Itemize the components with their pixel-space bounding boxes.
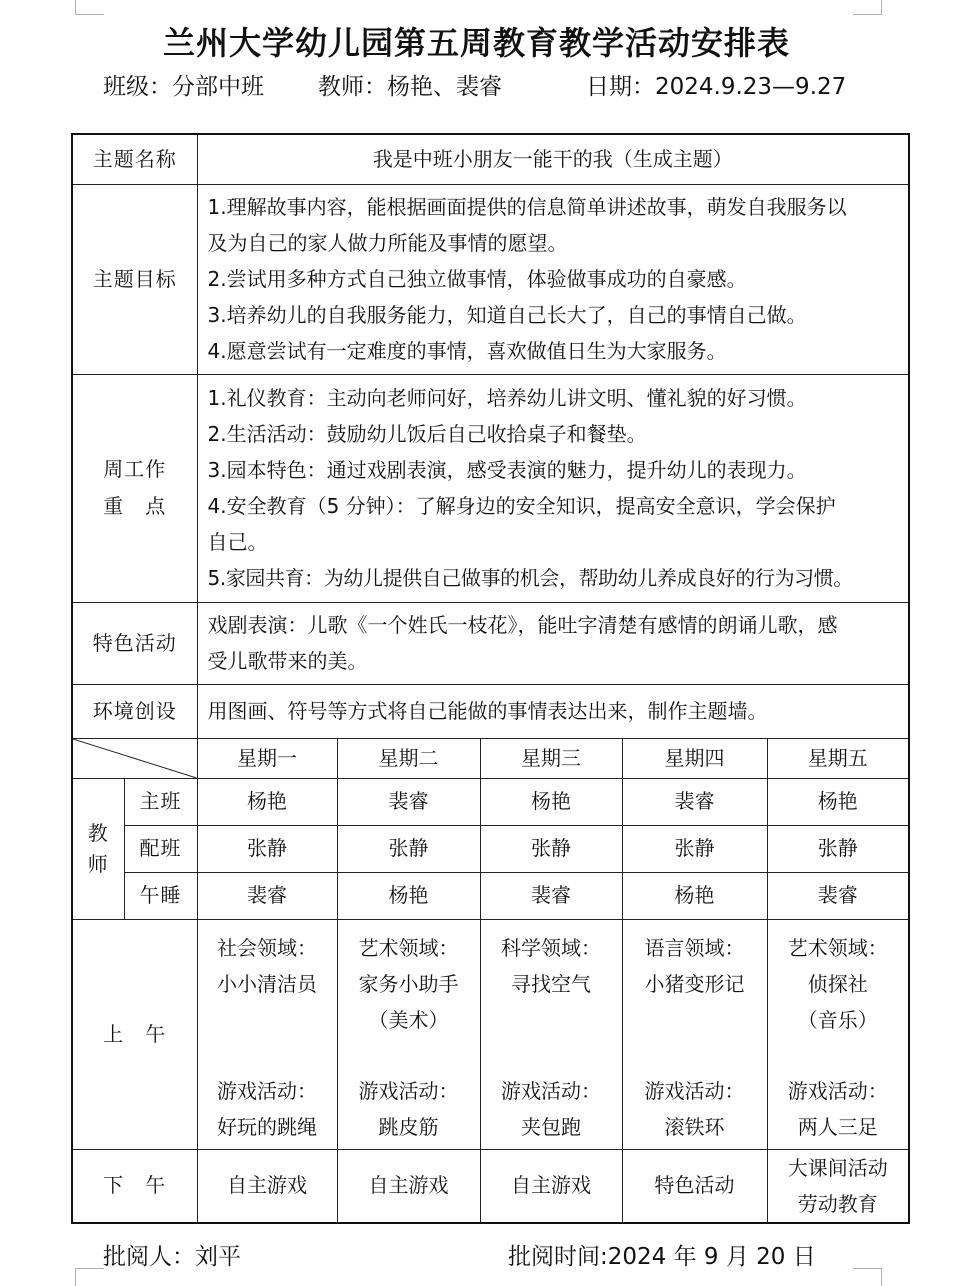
afternoon-cell: [767, 1149, 909, 1223]
activity-name: 侦探社: [807, 971, 868, 996]
goal-line: 4.愿意尝试有一定难度的事情，喜欢做值日生为大家服务。: [207, 338, 727, 363]
teacher-cell: 杨艳: [480, 778, 622, 825]
feature-label: 特色活动: [72, 602, 197, 684]
environment-content: 用图画、符号等方式将自己能做的事情表达出来，制作主题墙。: [197, 684, 909, 738]
game-name: 好玩的跳绳: [217, 1114, 317, 1139]
feature-row: [72, 602, 909, 684]
environment-row: [72, 684, 909, 738]
domain-label: 艺术领域：: [358, 935, 459, 960]
goal-line: 及为自己的家人做力所能及事情的愿望。: [207, 230, 568, 255]
theme-goals-content: [197, 184, 909, 374]
teacher-cell: 裴睿: [767, 872, 909, 919]
schedule-table: [71, 133, 910, 1224]
teacher-label: 教师：杨艳、裴睿: [318, 74, 502, 100]
day-header: 星期三: [480, 738, 622, 778]
morning-label: 上 午: [72, 919, 197, 1149]
focus-line: 2.生活活动：鼓励幼儿饭后自己收拾桌子和餐垫。: [207, 421, 647, 446]
teacher-row-main: [72, 778, 909, 825]
activity-subtype: （美术）: [368, 1007, 449, 1032]
focus-line: 5.家园共育：为幼儿提供自己做事的机会，帮助幼儿养成良好的行为习惯。: [207, 565, 853, 590]
teacher-role-label: 主班: [124, 778, 197, 825]
teacher-cell: 裴睿: [480, 872, 622, 919]
activity-name: 小猪变形记: [644, 971, 745, 996]
teacher-group-char: 教: [87, 820, 109, 845]
day-header: 星期二: [337, 738, 480, 778]
theme-name-label: 主题名称: [72, 134, 197, 184]
theme-name-value: 我是中班小朋友一能干的我（生成主题）: [197, 134, 909, 184]
focus-line: 1.礼仪教育：主动向老师问好，培养幼儿讲文明、懂礼貌的好习惯。: [207, 385, 807, 410]
teacher-role-label: 配班: [124, 825, 197, 872]
theme-name-row: [72, 134, 909, 184]
game-name: 滚铁环: [664, 1114, 725, 1139]
afternoon-activity: 劳动教育: [797, 1191, 878, 1216]
day-header: 星期一: [197, 738, 337, 778]
game-label: 游戏活动：: [358, 1078, 459, 1103]
theme-goals-row: [72, 184, 909, 374]
afternoon-row: [72, 1149, 909, 1223]
afternoon-cell: 特色活动: [622, 1149, 767, 1223]
teacher-cell: 杨艳: [197, 778, 337, 825]
goal-line: 3.培养幼儿的自我服务能力，知道自己长大了，自己的事情自己做。: [207, 302, 807, 327]
teacher-cell: 裴睿: [622, 778, 767, 825]
teacher-row-assist: [72, 825, 909, 872]
domain-label: 科学领域：: [501, 935, 601, 960]
teacher-cell: 裴睿: [197, 872, 337, 919]
teacher-cell: 杨艳: [767, 778, 909, 825]
morning-cell: [622, 919, 767, 1149]
feature-line: 戏剧表演：儿歌《一个姓氏一枝花》，能吐字清楚有感情的朗诵儿歌，感: [207, 612, 838, 637]
activity-name: 家务小助手: [358, 971, 459, 996]
environment-label: 环境创设: [72, 684, 197, 738]
corner-mark-top-right: [853, 0, 882, 15]
goal-line: 1.理解故事内容，能根据画面提供的信息简单讲述故事，萌发自我服务以: [207, 194, 847, 219]
game-name: 跳皮筋: [378, 1114, 439, 1139]
goal-line: 2.尝试用多种方式自己独立做事情，体验做事成功的自豪感。: [207, 266, 747, 291]
day-header: 星期四: [622, 738, 767, 778]
review-time-label: 批阅时间:2024 年 9 月 20 日: [508, 1244, 816, 1270]
corner-mark-bottom-right: [853, 1268, 882, 1286]
domain-label: 社会领域：: [217, 935, 317, 960]
game-label: 游戏活动：: [217, 1078, 317, 1103]
weekly-focus-label-line2: 重 点: [103, 494, 167, 518]
teacher-cell: 张静: [767, 825, 909, 872]
date-label: 日期：2024.9.23—9.27: [586, 74, 847, 100]
morning-cell: [337, 919, 480, 1149]
teacher-role-label: 午睡: [124, 872, 197, 919]
document-title: 兰州大学幼儿园第五周教育教学活动安排表: [162, 24, 790, 62]
afternoon-cell: 自主游戏: [480, 1149, 622, 1223]
class-label: 班级：分部中班: [103, 74, 264, 100]
teacher-cell: 张静: [337, 825, 480, 872]
game-label: 游戏活动：: [787, 1078, 888, 1103]
teacher-cell: 杨艳: [622, 872, 767, 919]
corner-mark-top-left: [75, 0, 104, 15]
feature-line: 受儿歌带来的美。: [207, 648, 368, 673]
game-name: 两人三足: [797, 1114, 878, 1139]
activity-name: 小小清洁员: [217, 971, 317, 996]
document-meta: [0, 68, 953, 102]
teacher-group-char: 师: [87, 851, 109, 876]
teacher-cell: 裴睿: [337, 778, 480, 825]
focus-line: 自己。: [207, 529, 268, 554]
game-name: 夹包跑: [521, 1114, 581, 1139]
diagonal-header-cell: [72, 738, 197, 778]
days-header-row: [72, 738, 909, 778]
diagonal-line: [73, 739, 197, 778]
weekly-focus-label: [72, 374, 197, 602]
theme-goals-label: 主题目标: [72, 184, 197, 374]
morning-row: [72, 919, 909, 1149]
morning-cell: [767, 919, 909, 1149]
morning-cell: [480, 919, 622, 1149]
domain-label: 语言领域：: [644, 935, 745, 960]
teacher-group-label: [72, 778, 124, 919]
weekly-focus-label-line1: 周工作: [103, 457, 167, 481]
afternoon-label: 下 午: [72, 1149, 197, 1223]
activity-subtype: （音乐）: [797, 1007, 878, 1032]
teacher-cell: 杨艳: [337, 872, 480, 919]
corner-mark-bottom-left: [75, 1268, 104, 1286]
domain-label: 艺术领域：: [787, 935, 888, 960]
morning-cell: [197, 919, 337, 1149]
day-header: 星期五: [767, 738, 909, 778]
teacher-cell: 张静: [622, 825, 767, 872]
weekly-focus-content: [197, 374, 909, 602]
feature-content: [197, 602, 909, 684]
teacher-cell: 张静: [197, 825, 337, 872]
focus-line: 4.安全教育（5 分钟）：了解身边的安全知识，提高安全意识，学会保护: [207, 493, 836, 518]
teacher-cell: 张静: [480, 825, 622, 872]
focus-line: 3.园本特色：通过戏剧表演，感受表演的魅力，提升幼儿的表现力。: [207, 457, 807, 482]
afternoon-cell: 自主游戏: [197, 1149, 337, 1223]
afternoon-cell: 自主游戏: [337, 1149, 480, 1223]
weekly-focus-row: [72, 374, 909, 602]
afternoon-activity: 大课间活动: [787, 1155, 888, 1180]
activity-name: 寻找空气: [511, 971, 591, 996]
reviewer-label: 批阅人：刘平: [103, 1244, 241, 1270]
teacher-row-nap: [72, 872, 909, 919]
game-label: 游戏活动：: [501, 1078, 601, 1103]
game-label: 游戏活动：: [644, 1078, 745, 1103]
